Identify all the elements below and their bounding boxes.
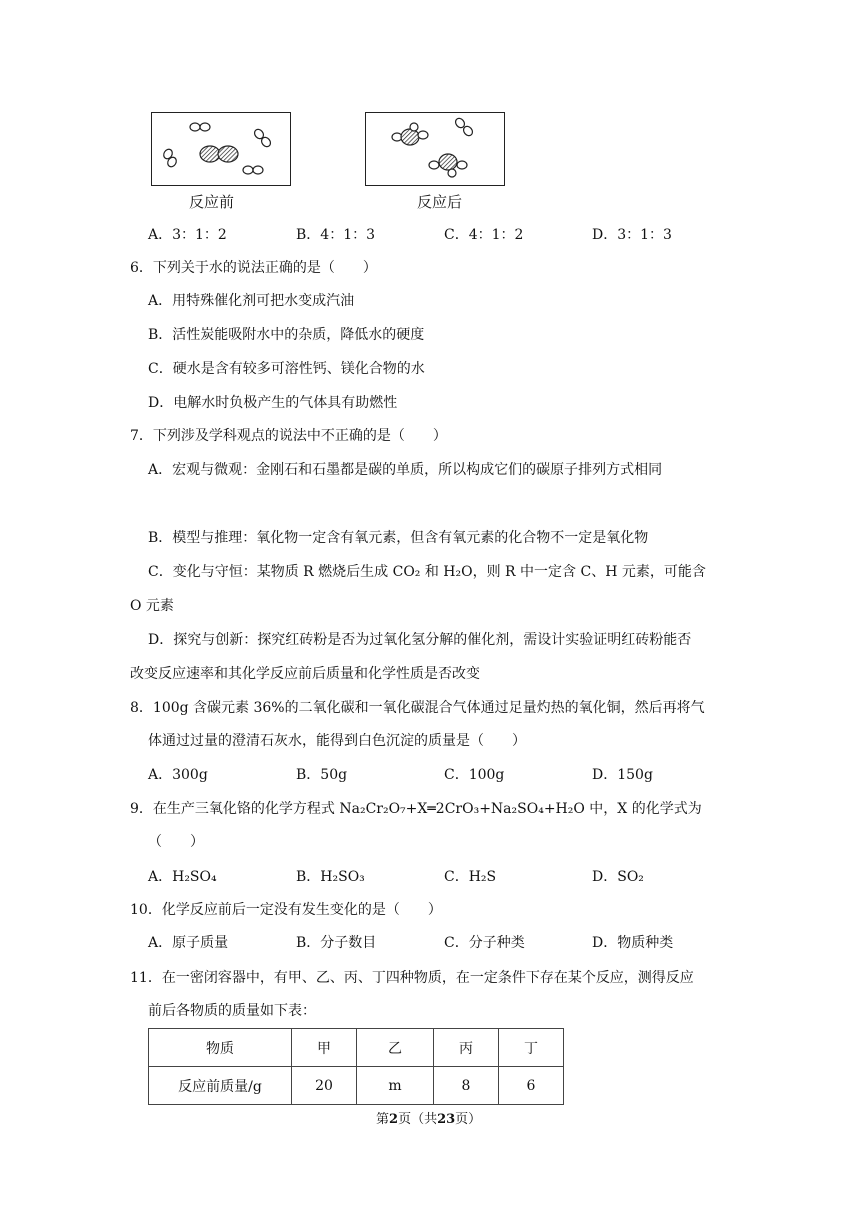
q11-stem-line2: 前后各物质的质量如下表：: [148, 1003, 316, 1019]
q9-option-b: B．H₂SO₃: [296, 869, 365, 885]
q7-option-d-line2: 改变反应速率和其化学反应前后质量和化学性质是否改变: [130, 666, 480, 682]
q7-option-c-line2: O 元素: [130, 598, 174, 614]
table-cell: 20: [292, 1067, 357, 1105]
q8-stem-line1: 8．100g 含碳元素 36%的二氧化碳和一氧化碳混合气体通过足量灼热的氧化铜，然后再将气: [130, 700, 705, 716]
q5-option-c: C．4：1：2: [444, 227, 524, 243]
q9-stem-line2: （ ）: [148, 834, 204, 850]
table-header-cell: 甲: [292, 1029, 357, 1067]
q8-option-a: A．300g: [148, 767, 208, 783]
q6-option-a: A．用特殊催化剂可把水变成汽油: [148, 293, 355, 309]
footer-prefix: 第: [376, 1112, 390, 1127]
q8-stem-line2: 体通过过量的澄清石灰水，能得到白色沉淀的质量是（ ）: [148, 733, 526, 749]
q9-stem-line1: 9．在生产三氧化铬的化学方程式 Na₂Cr₂O₇+X═2CrO₃+Na₂SO₄+H₂O 中，X 的化学式为: [130, 801, 702, 817]
footer-total-pages: 23: [437, 1112, 456, 1127]
q10-option-b: B．分子数目: [296, 935, 377, 951]
table-header-cell: 物质: [149, 1029, 292, 1067]
q10-option-a: A．原子质量: [148, 935, 229, 951]
footer-page-number: 2: [389, 1112, 399, 1127]
q6-option-c: C．硬水是含有较多可溶性钙、镁化合物的水: [148, 361, 425, 377]
q7-option-a: A．宏观与微观：金刚石和石墨都是碳的单质，所以构成它们的碳原子排列方式相同: [148, 462, 663, 478]
table-cell: 8: [434, 1067, 499, 1105]
molecules-before-diagram: [152, 113, 290, 185]
q5-option-b: B．4：1：3: [296, 227, 376, 243]
caption-after: 反应后: [417, 193, 463, 211]
q5-option-a: A．3：1：2: [148, 227, 227, 243]
q7-stem: 7．下列涉及学科观点的说法中不正确的是（ ）: [130, 428, 447, 444]
table-header-cell: 乙: [357, 1029, 434, 1067]
table-cell: 反应前质量/g: [149, 1067, 292, 1105]
q10-option-c: C．分子种类: [444, 935, 525, 951]
q8-option-b: B．50g: [296, 767, 348, 783]
q10-option-d: D．物质种类: [592, 935, 674, 951]
q6-option-d: D．电解水时负极产生的气体具有助燃性: [148, 395, 398, 411]
caption-before: 反应前: [189, 193, 235, 211]
q9-option-c: C．H₂S: [444, 869, 497, 885]
q9-option-d: D．SO₂: [592, 869, 644, 885]
table-cell: 6: [499, 1067, 564, 1105]
q8-option-d: D．150g: [592, 767, 653, 783]
q7-option-c-line1: C．变化与守恒：某物质 R 燃烧后生成 CO₂ 和 H₂O，则 R 中一定含 C、H 元素，可能含: [148, 564, 706, 580]
reaction-before-box: [151, 112, 291, 186]
table-header-cell: 丙: [434, 1029, 499, 1067]
q6-stem: 6．下列关于水的说法正确的是（ ）: [130, 260, 377, 276]
molecules-after-diagram: [366, 113, 504, 185]
mass-table: [148, 1028, 564, 1105]
table-row: [149, 1067, 564, 1105]
reaction-after-box: [365, 112, 505, 186]
q9-option-a: A．H₂SO₄: [148, 869, 217, 885]
q7-option-d-line1: D．探究与创新：探究红砖粉是否为过氧化氢分解的催化剂，需设计实验证明红砖粉能否: [148, 632, 692, 648]
q8-option-c: C．100g: [444, 767, 505, 783]
footer-suffix: 页）: [455, 1112, 482, 1127]
q6-option-b: B．活性炭能吸附水中的杂质，降低水的硬度: [148, 327, 425, 343]
table-row: [149, 1029, 564, 1067]
q10-stem: 10．化学反应前后一定没有发生变化的是（ ）: [130, 902, 442, 918]
q7-option-b: B．模型与推理：氧化物一定含有氧元素，但含有氧元素的化合物不一定是氧化物: [148, 530, 649, 546]
table-header-cell: 丁: [499, 1029, 564, 1067]
q11-stem-line1: 11．在一密闭容器中，有甲、乙、丙、丁四种物质，在一定条件下存在某个反应，测得反应: [130, 970, 694, 986]
table-cell: m: [357, 1067, 434, 1105]
footer-mid: 页（共: [398, 1112, 438, 1127]
page-footer: [376, 1110, 481, 1130]
q5-option-d: D．3：1：3: [592, 227, 672, 243]
